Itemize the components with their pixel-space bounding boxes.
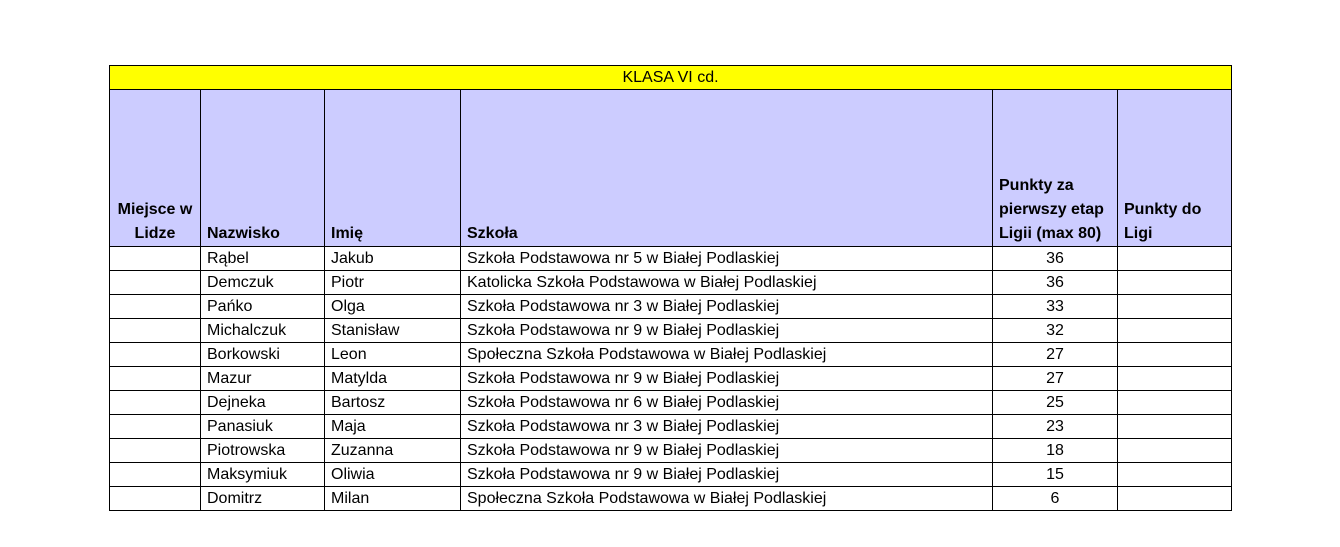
results-table <box>109 65 1232 511</box>
cell-school[interactable]: Społeczna Szkoła Podstawowa w Białej Podlaskiej <box>461 343 993 367</box>
cell-school[interactable]: Szkoła Podstawowa nr 9 w Białej Podlaskiej <box>461 439 993 463</box>
header-row <box>110 90 1232 247</box>
table-row <box>110 247 1232 271</box>
cell-points-league[interactable] <box>1118 415 1232 439</box>
cell-school[interactable]: Szkoła Podstawowa nr 9 w Białej Podlaskiej <box>461 367 993 391</box>
cell-points-first-stage[interactable]: 23 <box>993 415 1118 439</box>
cell-place[interactable] <box>110 367 201 391</box>
header-surname[interactable]: Nazwisko <box>201 90 325 247</box>
cell-name[interactable]: Jakub <box>325 247 461 271</box>
cell-place[interactable] <box>110 391 201 415</box>
cell-points-first-stage[interactable]: 27 <box>993 343 1118 367</box>
cell-school[interactable]: Szkoła Podstawowa nr 5 w Białej Podlaskiej <box>461 247 993 271</box>
cell-name[interactable]: Piotr <box>325 271 461 295</box>
table-row <box>110 415 1232 439</box>
table-body <box>110 247 1232 511</box>
cell-school[interactable]: Szkoła Podstawowa nr 9 w Białej Podlaskiej <box>461 463 993 487</box>
cell-points-league[interactable] <box>1118 271 1232 295</box>
cell-place[interactable] <box>110 487 201 511</box>
cell-school[interactable]: Szkoła Podstawowa nr 3 w Białej Podlaskiej <box>461 295 993 319</box>
cell-surname[interactable]: Dejneka <box>201 391 325 415</box>
table-row <box>110 487 1232 511</box>
cell-points-first-stage[interactable]: 25 <box>993 391 1118 415</box>
cell-points-league[interactable] <box>1118 439 1232 463</box>
table-row <box>110 463 1232 487</box>
cell-surname[interactable]: Piotrowska <box>201 439 325 463</box>
table-row <box>110 391 1232 415</box>
cell-points-league[interactable] <box>1118 247 1232 271</box>
cell-school[interactable]: Szkoła Podstawowa nr 3 w Białej Podlaskiej <box>461 415 993 439</box>
cell-points-first-stage[interactable]: 27 <box>993 367 1118 391</box>
cell-points-first-stage[interactable]: 18 <box>993 439 1118 463</box>
cell-school[interactable]: Katolicka Szkoła Podstawowa w Białej Podlaskiej <box>461 271 993 295</box>
table-row <box>110 343 1232 367</box>
header-school[interactable]: Szkoła <box>461 90 993 247</box>
cell-points-league[interactable] <box>1118 295 1232 319</box>
table-row <box>110 295 1232 319</box>
cell-points-league[interactable] <box>1118 463 1232 487</box>
cell-place[interactable] <box>110 439 201 463</box>
cell-school[interactable]: Społeczna Szkoła Podstawowa w Białej Podlaskiej <box>461 487 993 511</box>
header-name[interactable]: Imię <box>325 90 461 247</box>
header-points-league[interactable]: Punkty do Ligi <box>1118 90 1232 247</box>
cell-points-first-stage[interactable]: 33 <box>993 295 1118 319</box>
cell-place[interactable] <box>110 295 201 319</box>
cell-name[interactable]: Maja <box>325 415 461 439</box>
cell-name[interactable]: Bartosz <box>325 391 461 415</box>
cell-place[interactable] <box>110 319 201 343</box>
table-row <box>110 319 1232 343</box>
cell-school[interactable]: Szkoła Podstawowa nr 6 w Białej Podlaskiej <box>461 391 993 415</box>
cell-name[interactable]: Olga <box>325 295 461 319</box>
cell-place[interactable] <box>110 343 201 367</box>
cell-place[interactable] <box>110 415 201 439</box>
cell-surname[interactable]: Maksymiuk <box>201 463 325 487</box>
cell-points-league[interactable] <box>1118 343 1232 367</box>
cell-place[interactable] <box>110 247 201 271</box>
cell-place[interactable] <box>110 271 201 295</box>
title-row <box>110 66 1232 90</box>
cell-place[interactable] <box>110 463 201 487</box>
cell-points-league[interactable] <box>1118 487 1232 511</box>
cell-surname[interactable]: Panasiuk <box>201 415 325 439</box>
cell-surname[interactable]: Demczuk <box>201 271 325 295</box>
cell-points-league[interactable] <box>1118 391 1232 415</box>
cell-surname[interactable]: Borkowski <box>201 343 325 367</box>
cell-name[interactable]: Zuzanna <box>325 439 461 463</box>
cell-name[interactable]: Milan <box>325 487 461 511</box>
cell-points-first-stage[interactable]: 15 <box>993 463 1118 487</box>
cell-surname[interactable]: Rąbel <box>201 247 325 271</box>
cell-points-first-stage[interactable]: 36 <box>993 271 1118 295</box>
cell-surname[interactable]: Pańko <box>201 295 325 319</box>
cell-points-first-stage[interactable]: 32 <box>993 319 1118 343</box>
cell-surname[interactable]: Domitrz <box>201 487 325 511</box>
header-place[interactable]: Miejsce w Lidze <box>110 90 201 247</box>
table-row <box>110 439 1232 463</box>
cell-points-first-stage[interactable]: 6 <box>993 487 1118 511</box>
table-title[interactable]: KLASA VI cd. <box>110 66 1232 90</box>
cell-name[interactable]: Stanisław <box>325 319 461 343</box>
cell-surname[interactable]: Mazur <box>201 367 325 391</box>
cell-name[interactable]: Leon <box>325 343 461 367</box>
cell-points-first-stage[interactable]: 36 <box>993 247 1118 271</box>
cell-surname[interactable]: Michalczuk <box>201 319 325 343</box>
table-row <box>110 367 1232 391</box>
header-points-first-stage[interactable]: Punkty za pierwszy etap Ligii (max 80) <box>993 90 1118 247</box>
results-sheet <box>109 65 1231 511</box>
cell-name[interactable]: Oliwia <box>325 463 461 487</box>
cell-points-league[interactable] <box>1118 367 1232 391</box>
cell-points-league[interactable] <box>1118 319 1232 343</box>
cell-name[interactable]: Matylda <box>325 367 461 391</box>
table-row <box>110 271 1232 295</box>
cell-school[interactable]: Szkoła Podstawowa nr 9 w Białej Podlaskiej <box>461 319 993 343</box>
